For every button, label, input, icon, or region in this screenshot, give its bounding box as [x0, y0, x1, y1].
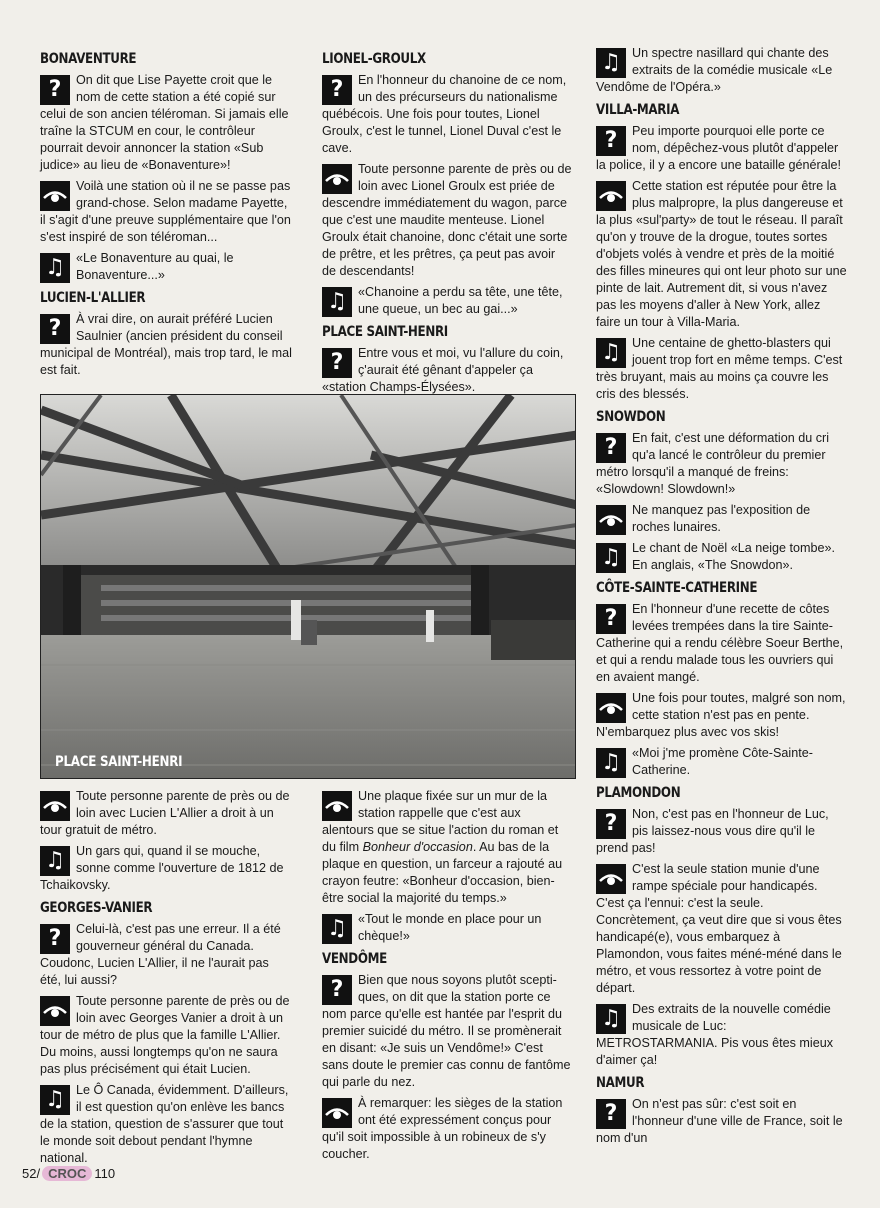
eye-icon	[40, 791, 70, 821]
music-icon: ♫	[40, 253, 70, 283]
music-icon: ♫	[596, 1004, 626, 1034]
eye-icon	[596, 693, 626, 723]
music-icon: ♫	[40, 846, 70, 876]
entry-eye: Voilà une station où il ne se passe pas grand-chose. Selon madame Payette, il s'agit d'une preuve supplémentaire que l'on s'est inspiré de son téléroman...	[40, 179, 291, 244]
entry-question: ? À vrai dire, on aurait préféré Lucien Saulnier (ancien président du conseil municipal de Montréal), mais trop tard, le mal est fait.	[40, 312, 292, 377]
entry-music: ♫ «Chanoine a perdu sa tête, une tête, une queue, un bec au gai...»	[322, 284, 572, 318]
heading-georges-vanier: GEORGES-VANIER	[40, 900, 153, 916]
entry-eye: Une fois pour toutes, malgré son nom, cette station n'est pas en pente. N'embarquez plus avec vos skis!	[596, 691, 846, 739]
entry-question: ? Peu importe pourquoi elle porte ce nom, dépêchez-vous plutôt d'appeler la police, il y a encore une bataille générale!	[596, 124, 842, 172]
column-1-top	[40, 45, 292, 383]
entry-question: ? On n'est pas sûr: c'est soit en l'honneur d'une ville de France, soit le nom d'un	[596, 1097, 843, 1145]
issue-number: 110	[94, 1166, 116, 1181]
entry-question: ? En l'honneur du chanoine de ce nom, un des précurseurs du nationalisme québécois. Une fois pour toutes, Lionel Groulx, c'est le tunnel, Lionel Duval c'est le cave.	[322, 73, 567, 155]
question-icon: ?	[596, 1099, 626, 1129]
heading-villa-maria: VILLA-MARIA	[596, 102, 680, 118]
entry-music: ♫ «Moi j'me promène Côte-Sainte-Catherine.	[596, 745, 848, 779]
eye-icon	[596, 181, 626, 211]
question-icon: ?	[40, 75, 70, 105]
question-icon: ?	[596, 433, 626, 463]
entry-question: ? Celui-là, c'est pas une erreur. Il a été gouverneur général du Canada. Coudonc, Lucien L'Allier, il ne l'aurait pas été, lui aussi?	[40, 922, 281, 987]
music-icon: ♫	[596, 543, 626, 573]
photo-caption: PLACE SAINT-HENRI	[55, 754, 183, 770]
eye-icon	[596, 505, 626, 535]
eye-icon	[596, 864, 626, 894]
column-3	[596, 45, 848, 1151]
music-icon: ♫	[40, 1085, 70, 1115]
station-photo	[40, 394, 576, 779]
eye-icon	[40, 996, 70, 1026]
entry-question: ? En fait, c'est une déformation du cri qu'a lancé le contrôleur du premier métro lorsqu'il a manqué de freins: «Slowdown! Slowdown!»	[596, 431, 830, 496]
entry-music: ♫ Un gars qui, quand il se mouche, sonne comme l'ouverture de 1812 de Tchaikovsky.	[40, 844, 284, 892]
eye-icon	[322, 1098, 352, 1128]
question-icon: ?	[40, 314, 70, 344]
heading-vendome: VENDÔME	[322, 951, 387, 967]
entry-eye: Une plaque fixée sur un mur de la station rappelle que c'est aux alentours que se situe l'action du roman et du film Bonheur d'occasion. Au bas de la plaque en question, un farceur a rajouté au crayon feutre: «Bonheur d'occasion, bien-être social la majorité du temps.»	[322, 789, 563, 905]
question-icon: ?	[596, 604, 626, 634]
heading-snowdon: SNOWDON	[596, 409, 666, 425]
entry-music: ♫ Des extraits de la nouvelle comédie musicale de Luc: METROSTARMANIA. Pis vous êtes mieux d'aimer ça!	[596, 1002, 833, 1067]
eye-icon	[40, 181, 70, 211]
entry-music: ♫ Le chant de Noël «La neige tombe». En anglais, «The Snowdon».	[596, 540, 848, 574]
question-icon: ?	[596, 126, 626, 156]
heading-lionel-groulx: LIONEL-GROULX	[322, 51, 426, 67]
heading-place-saint-henri: PLACE SAINT-HENRI	[322, 324, 448, 340]
entry-eye: À remarquer: les sièges de la station ont été expressément conçus pour qu'il soit impossible à un robineux de s'y coucher.	[322, 1096, 563, 1161]
music-icon: ♫	[596, 338, 626, 368]
entry-eye: Toute personne parente de près ou de loin avec Lucien L'Allier a droit à un tour gratuit de métro.	[40, 789, 290, 837]
entry-question: ? On dit que Lise Payette croit que le nom de cette station a été copié sur celui de son ancien téléroman. Si jamais elle traîne la STCUM en cour, le contrôleur pourrait devoir annoncer la station «Sub judice» au lieu de «Bonaventure»!	[40, 73, 289, 172]
folio-separator: /	[36, 1166, 41, 1181]
music-icon: ♫	[322, 914, 352, 944]
heading-bonaventure: BONAVENTURE	[40, 51, 137, 67]
entry-music: ♫ Le Ô Canada, évidemment. D'ailleurs, il est question qu'on enlève les bancs de la station, question de s'assurer que tout le monde soit debout pendant l'hymne national.	[40, 1083, 289, 1165]
question-icon: ?	[322, 975, 352, 1005]
entry-music: ♫ Une centaine de ghetto-blasters qui jouent trop fort en même temps. C'est très bruyant, mais au moins ça couvre les cris des blessés.	[596, 336, 843, 401]
entry-music: ♫ «Tout le monde en place pour un chèque!»	[322, 911, 572, 945]
music-icon: ♫	[596, 48, 626, 78]
page-folio	[22, 1166, 115, 1181]
page-number: 52	[22, 1166, 37, 1181]
column-2-bottom	[322, 788, 572, 1167]
entry-eye: Toute personne parente de près ou de loin avec Georges Vanier a droit à un tour de métro de plus que la famille L'Allier. Du moins, aussi longtemps qu'on ne saura pas plus précisément qui était Lucien.	[40, 994, 290, 1076]
entry-music: ♫ Un spectre nasillard qui chante des extraits de la comédie musicale «Le Vendôme de l'Opéra.»	[596, 46, 833, 94]
entry-eye: Toute personne parente de près ou de loin avec Lionel Groulx est priée de descendre immédiatement du wagon, parce que c'est une maudite menteuse. Lionel Groulx était chanoine, donc c'était une sorte de prêtre, et les prêtres, ça peut pas avoir de descendants!	[322, 162, 572, 278]
entry-question: ? Bien que nous soyons plutôt scepti-ques, on dit que la station porte ce nom parce qu'elle est hantée par l'esprit du premier suicidé du métro. Il se promènerait en disant: «Je suis un Vendôme!» C'est sans doute le premier cas connu de fantôme qui parle du nez.	[322, 973, 571, 1089]
music-icon: ♫	[596, 748, 626, 778]
eye-icon	[322, 164, 352, 194]
film-title: Bonheur d'occasion	[362, 840, 473, 854]
entry-question: ? Entre vous et moi, vu l'allure du coin, ç'aurait été gênant d'appeler ça «station Champs-Élysées».	[322, 346, 564, 394]
heading-namur: NAMUR	[596, 1075, 645, 1091]
question-icon: ?	[322, 348, 352, 378]
entry-eye: Cette station est réputée pour être la plus malpropre, la plus dangereuse et la plus «sul'party» de tout le réseau. Il paraît qu'on y trouve de la drogue, toutes sortes d'objets volés à vendre et près de la moitié des filles mineures qui ont leur photo sur une pinte de lait. Autrement dit, si vous n'avez pas les moyens d'aller à New York, allez faire un tour à Villa-Maria.	[596, 179, 847, 329]
entry-question: ? En l'honneur d'une recette de côtes levées trempées dans la tire Sainte-Catherine qui a rendu célèbre Soeur Berthe, et qui a rendu malade tous les ouvriers qui en avaient mangé.	[596, 602, 844, 684]
question-icon: ?	[322, 75, 352, 105]
music-icon: ♫	[322, 287, 352, 317]
entry-eye: Ne manquez pas l'exposition de roches lunaires.	[596, 502, 848, 536]
station-photo-image	[41, 395, 576, 779]
question-icon: ?	[596, 809, 626, 839]
heading-plamondon: PLAMONDON	[596, 785, 681, 801]
magazine-logo: CROC	[42, 1166, 92, 1181]
column-2-top	[322, 45, 572, 400]
entry-question: ? Non, c'est pas en l'honneur de Luc, pis laissez-nous vous dire qu'il le prend pas!	[596, 807, 829, 855]
column-1-bottom	[40, 788, 292, 1171]
entry-music: ♫ «Le Bonaventure au quai, le Bonaventure...»	[40, 250, 292, 284]
heading-lucien-lallier: LUCIEN-L'ALLIER	[40, 290, 146, 306]
question-icon: ?	[40, 924, 70, 954]
eye-icon	[322, 791, 352, 821]
entry-eye: C'est la seule station munie d'une rampe spéciale pour handicapés. C'est ça l'ennui: c'est la seule. Concrètement, ça veut dire que si vous êtes handicapé(e), vous embarquez à Plamondon, vous faites méné-méné dans le métro, et vous ressortez à votre point de départ.	[596, 862, 842, 995]
heading-cote-sainte-catherine: CÔTE-SAINTE-CATHERINE	[596, 580, 758, 596]
